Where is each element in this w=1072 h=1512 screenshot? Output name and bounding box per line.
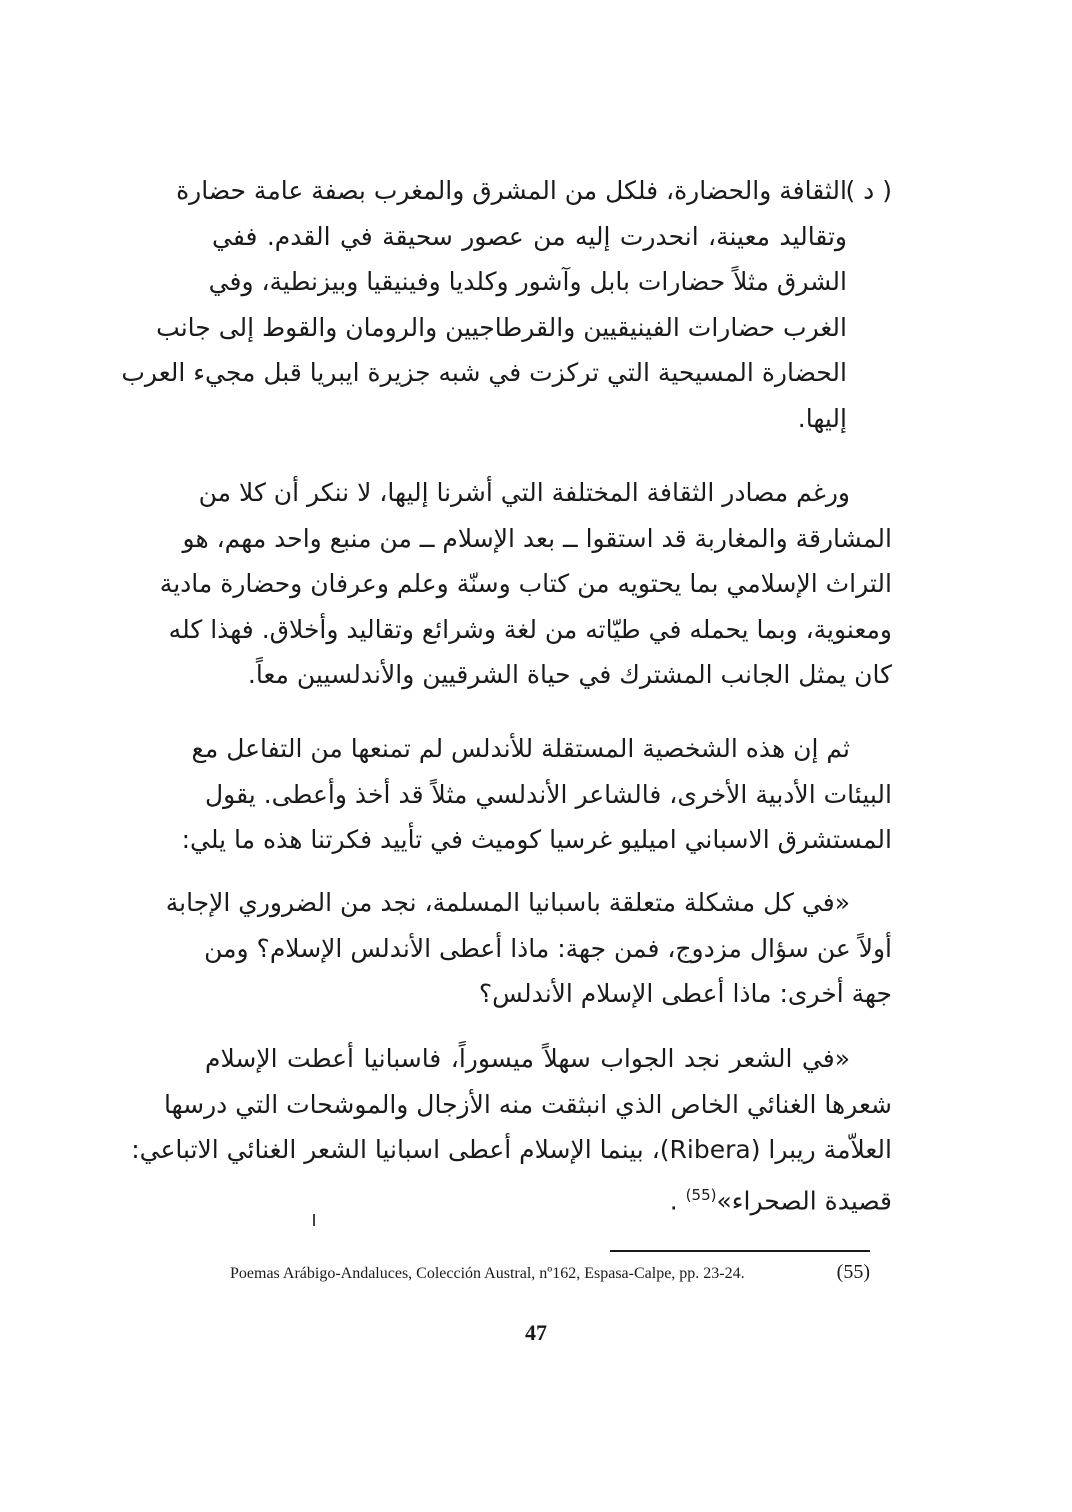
text-line: شعرها الغنائي الخاص الذي انبثقت منه الأزجال والموشحات التي درسها — [163, 1089, 892, 1119]
paragraph-common-heritage — [159, 470, 892, 698]
text-line: المشارقة والمغاربة قد استقوا ــ بعد الإسلام ــ من منبع واحد مهم، هو — [182, 523, 892, 553]
text-line: وتقاليد معينة، انحدرت إليه من عصور سحيقة في القدم. ففي — [212, 221, 847, 251]
footnote — [230, 1263, 870, 1285]
paragraph-culture-civilization — [121, 168, 847, 442]
text-line: ومعنوية، وبما يحمله في طيّاته من لغة وشرائع وتقاليد وأخلاق. فهذا كله — [168, 614, 892, 644]
text-line: جهة أخرى: ماذا أعطى الإسلام الأندلس؟ — [478, 979, 892, 1009]
footnote-number: (55) — [836, 1261, 870, 1283]
footnote-divider — [610, 1250, 870, 1252]
text-fragment: قصيدة الصحراء» — [716, 1186, 892, 1216]
scan-mark — [313, 1214, 315, 1226]
text-line: ثم إن هذه الشخصية المستقلة للأندلس لم تمنعها من التفاعل مع — [191, 734, 850, 763]
text-line: ورغم مصادر الثقافة المختلفة التي أشرنا إليها، لا ننكر أن كلا من — [198, 478, 850, 507]
end-punctuation: . — [669, 1186, 678, 1216]
text-line — [205, 1173, 892, 1224]
footnote-text: Poemas Arábigo-Andaluces, Colección Austral, nº162, Espasa-Calpe, pp. 23-24. — [230, 1265, 745, 1282]
text-line: «في كل مشكلة متعلقة باسبانيا المسلمة، نجد من الضروري الإجابة — [165, 888, 850, 917]
text-line: التراث الإسلامي بما يحتويه من كتاب وسنّة وعلم وعرفان وحضارة مادية — [159, 569, 892, 599]
text-line: كان يمثل الجانب المشترك في حياة الشرقيين والأندلسيين معاً. — [247, 660, 892, 690]
text-line: البيئات الأدبية الأخرى، فالشاعر الأندلسي مثلاً قد أخذ وأعطى. يقول — [205, 779, 892, 809]
text-line: إليها. — [797, 403, 847, 433]
text-line: المستشرق الاسباني اميليو غرسيا كوميث في تأييد فكرتنا هذه ما يلي: — [181, 825, 892, 855]
quote-poetry-answer — [131, 1036, 892, 1224]
page-number: 47 — [525, 1320, 547, 1345]
item-label: ( د ) — [845, 176, 892, 205]
text-line: الثقافة والحضارة، فلكل من المشرق والمغرب بصفة عامة حضارة — [176, 176, 847, 205]
text-line: الحضارة المسيحية التي تركزت في شبه جزيرة ايبريا قبل مجيء العرب — [121, 358, 847, 388]
text-line: أولاً عن سؤال مزدوج، فمن جهة: ماذا أعطى الأندلس الإسلام؟ ومن — [204, 933, 892, 963]
quote-double-question — [165, 880, 892, 1017]
text-line: العلاّمة ريبرا (Ribera)، بينما الإسلام أعطى اسبانيا الشعر الغنائي الاتباعي: — [131, 1135, 892, 1165]
text-line: «في الشعر نجد الجواب سهلاً ميسوراً، فاسبانيا أعطت الإسلام — [205, 1044, 850, 1073]
footnote-reference[interactable]: (55) — [685, 1185, 717, 1204]
text-line: الغرب حضارات الفينيقيين والقرطاجيين والرومان والقوط إلى جانب — [156, 312, 847, 342]
text-line: الشرق مثلاً حضارات بابل وآشور وكلديا وفينيقيا وبيزنطية، وفي — [208, 267, 847, 297]
paragraph-andalusian-identity — [181, 726, 892, 863]
